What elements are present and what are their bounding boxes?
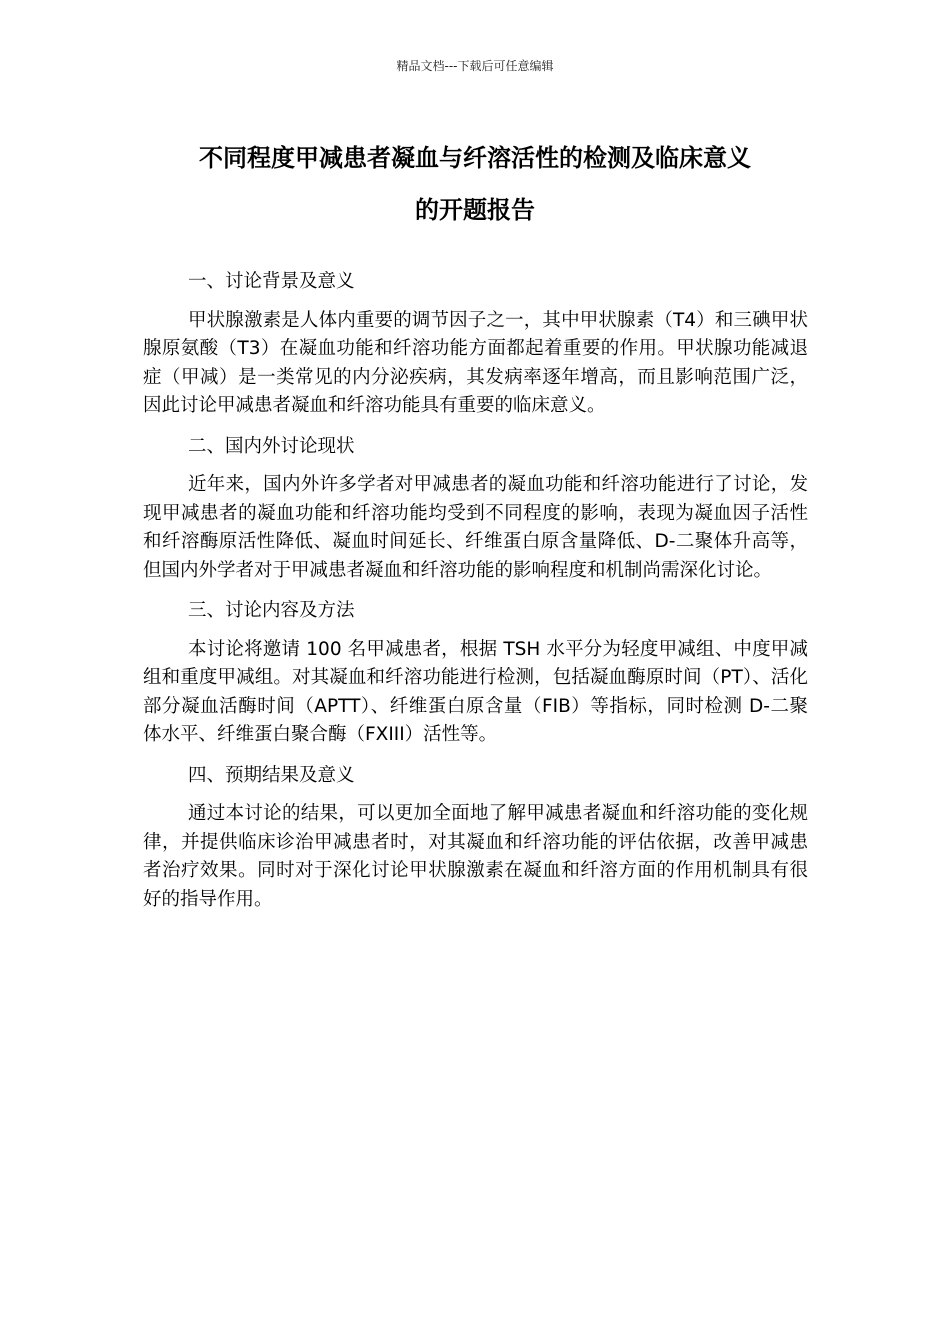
- section-body-background: 甲状腺激素是人体内重要的调节因子之一，其中甲状腺素（T4）和三碘甲状腺原氨酸（T3）在凝血功能和纤溶功能方面都起着重要的作用。甲状腺功能减退症（甲减）是一类常见的内分泌疾病，其发病率逐年增高，而且影响范围广泛，因此讨论甲减患者凝血和纤溶功能具有重要的临床意义。: [143, 309, 808, 416]
- document-title: [120, 132, 830, 236]
- section-heading-expected-results: 四、预期结果及意义: [188, 764, 355, 786]
- section-heading-research-status: 二、国内外讨论现状: [188, 435, 355, 457]
- header-note: 精品文档---下载后可任意编辑: [396, 59, 554, 73]
- section-heading-content-methods: 三、讨论内容及方法: [188, 600, 355, 621]
- section-body-expected-results: 通过本讨论的结果，可以更加全面地了解甲减患者凝血和纤溶功能的变化规律，并提供临床诊治甲减患者时，对其凝血和纤溶功能的评估依据，改善甲减患者治疗效果。同时对于深化讨论甲状腺激素在凝血和纤溶方面的作用机制具有很好的指导作用。: [143, 803, 808, 910]
- document-title-line-1: 不同程度甲减患者凝血与纤溶活性的检测及临床意义: [199, 144, 751, 172]
- section-body-content-methods: 本讨论将邀请 100 名甲减患者，根据 TSH 水平分为轻度甲减组、中度甲减组和重度甲减组。对其凝血和纤溶功能进行检测，包括凝血酶原时间（PT）、活化部分凝血活酶时间（APTT）、纤维蛋白原含量（FIB）等指标，同时检测 D-二聚体水平、纤维蛋白聚合酶（FXIII）活性等。: [143, 638, 808, 745]
- document-body: [143, 268, 808, 926]
- section-body-research-status: 近年来，国内外许多学者对甲减患者的凝血功能和纤溶功能进行了讨论，发现甲减患者的凝血功能和纤溶功能均受到不同程度的影响，表现为凝血因子活性和纤溶酶原活性降低、凝血时间延长、纤维蛋白原含量降低、D-二聚体升高等，但国内外学者对于甲减患者凝血和纤溶功能的影响程度和机制尚需深化讨论。: [143, 474, 808, 581]
- section-heading-background: 一、讨论背景及意义: [188, 271, 355, 292]
- document-title-line-2: 的开题报告: [415, 196, 535, 224]
